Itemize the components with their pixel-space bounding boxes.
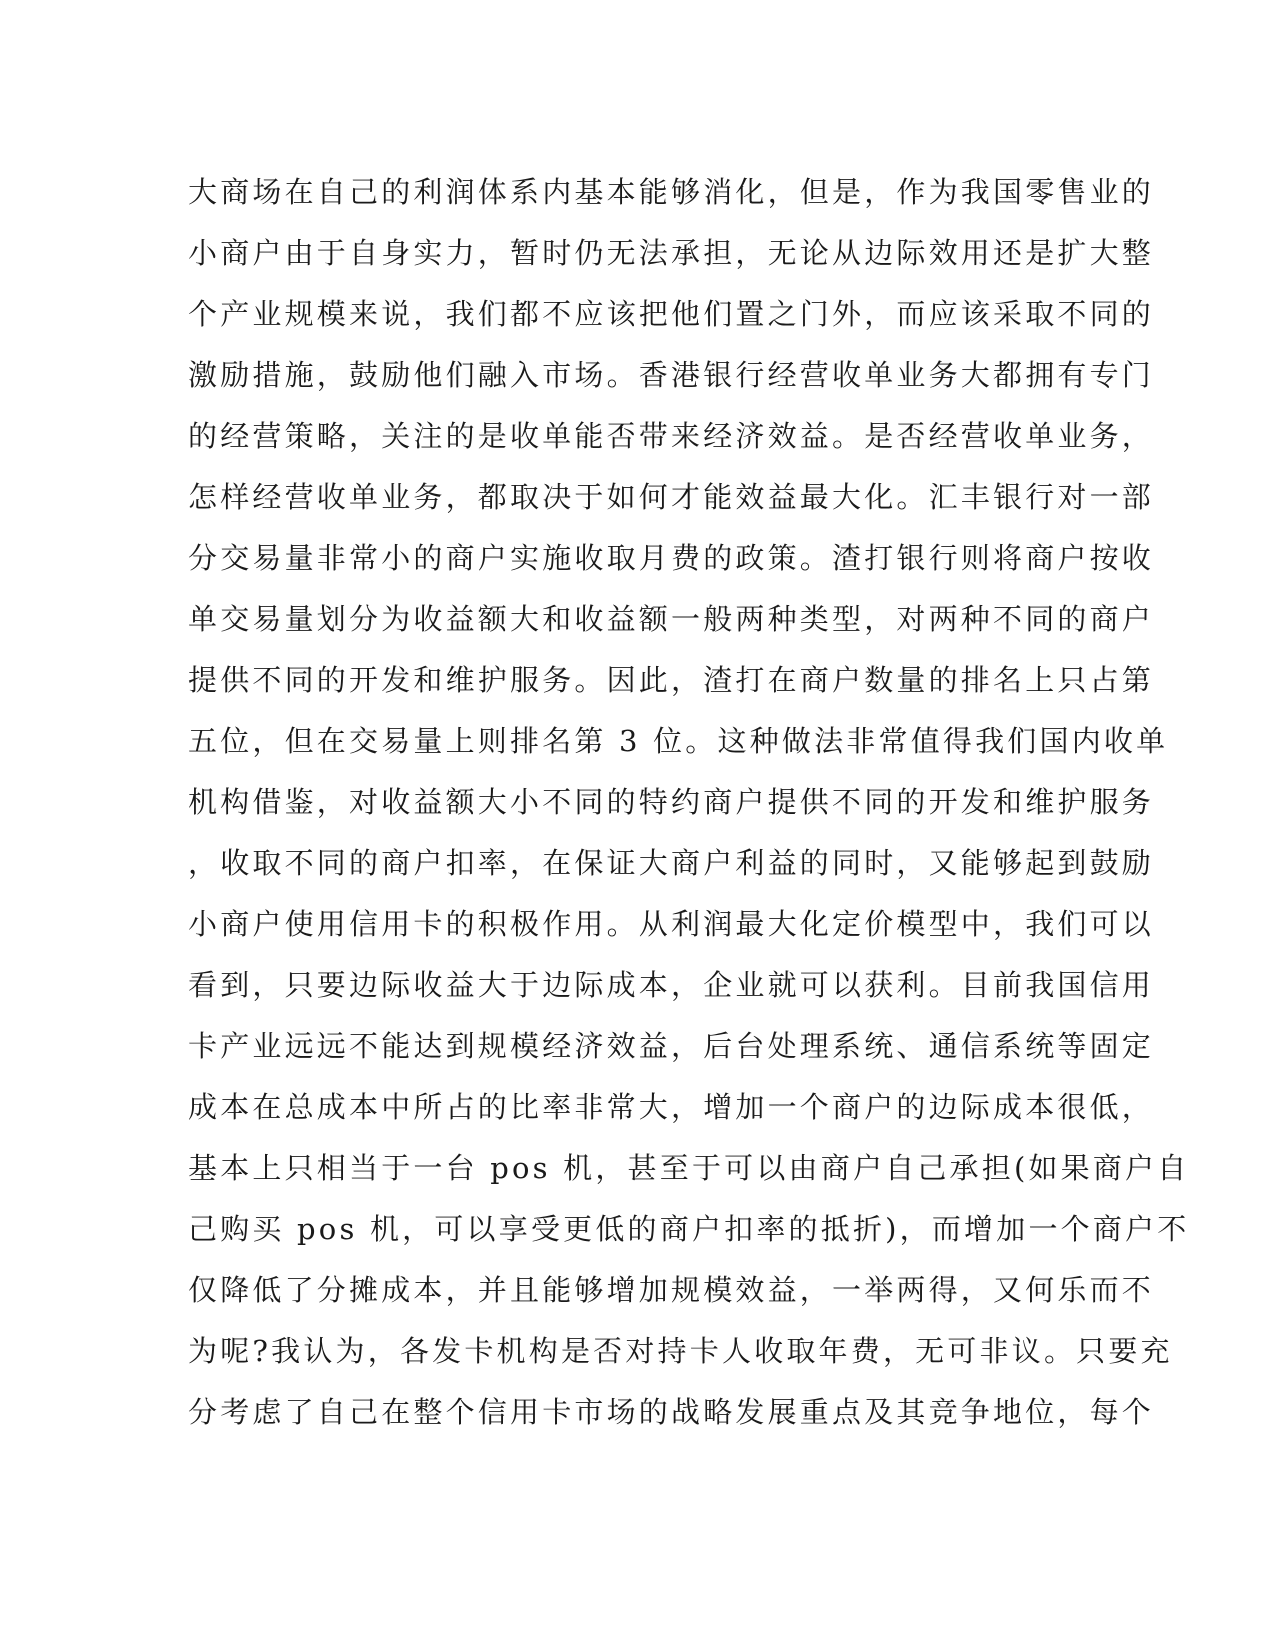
text-line-9: 提供不同的开发和维护服务。因此，渣打在商户数量的排名上只占第 xyxy=(188,663,1155,697)
text-line-19: 仅降低了分摊成本，并且能够增加规模效益，一举两得，又何乐而不 xyxy=(188,1273,1155,1307)
text-line-10: 五位，但在交易量上则排名第 3 位。这种做法非常值得我们国内收单 xyxy=(188,724,1169,758)
text-line-5: 的经营策略，关注的是收单能否带来经济效益。是否经营收单业务， xyxy=(188,419,1155,453)
text-line-6: 怎样经营收单业务，都取决于如何才能效益最大化。汇丰银行对一部 xyxy=(188,480,1155,514)
text-line-1: 大商场在自己的利润体系内基本能够消化，但是，作为我国零售业的 xyxy=(188,175,1155,209)
text-line-20: 为呢?我认为，各发卡机构是否对持卡人收取年费，无可非议。只要充 xyxy=(188,1334,1173,1368)
text-line-21: 分考虑了自己在整个信用卡市场的战略发展重点及其竞争地位，每个 xyxy=(188,1395,1155,1429)
text-line-8: 单交易量划分为收益额大和收益额一般两种类型，对两种不同的商户 xyxy=(188,602,1155,636)
text-line-18: 己购买 pos 机，可以享受更低的商户扣率的抵折)，而增加一个商户不 xyxy=(188,1212,1190,1246)
text-line-7: 分交易量非常小的商户实施收取月费的政策。渣打银行则将商户按收 xyxy=(188,541,1155,575)
text-line-2: 小商户由于自身实力，暂时仍无法承担，无论从边际效用还是扩大整 xyxy=(188,236,1155,270)
text-line-4: 激励措施，鼓励他们融入市场。香港银行经营收单业务大都拥有专门 xyxy=(188,358,1155,392)
text-line-13: 小商户使用信用卡的积极作用。从利润最大化定价模型中，我们可以 xyxy=(188,907,1155,941)
text-line-12: ，收取不同的商户扣率，在保证大商户利益的同时，又能够起到鼓励 xyxy=(188,846,1155,880)
text-line-17: 基本上只相当于一台 pos 机，甚至于可以由商户自己承担(如果商户自 xyxy=(188,1151,1190,1185)
text-line-3: 个产业规模来说，我们都不应该把他们置之门外，而应该采取不同的 xyxy=(188,297,1155,331)
text-line-14: 看到，只要边际收益大于边际成本，企业就可以获利。目前我国信用 xyxy=(188,968,1155,1002)
text-line-16: 成本在总成本中所占的比率非常大，增加一个商户的边际成本很低， xyxy=(188,1090,1155,1124)
text-line-15: 卡产业远远不能达到规模经济效益，后台处理系统、通信系统等固定 xyxy=(188,1029,1155,1063)
body-text xyxy=(188,162,1190,1443)
text-line-11: 机构借鉴，对收益额大小不同的特约商户提供不同的开发和维护服务 xyxy=(188,785,1155,819)
